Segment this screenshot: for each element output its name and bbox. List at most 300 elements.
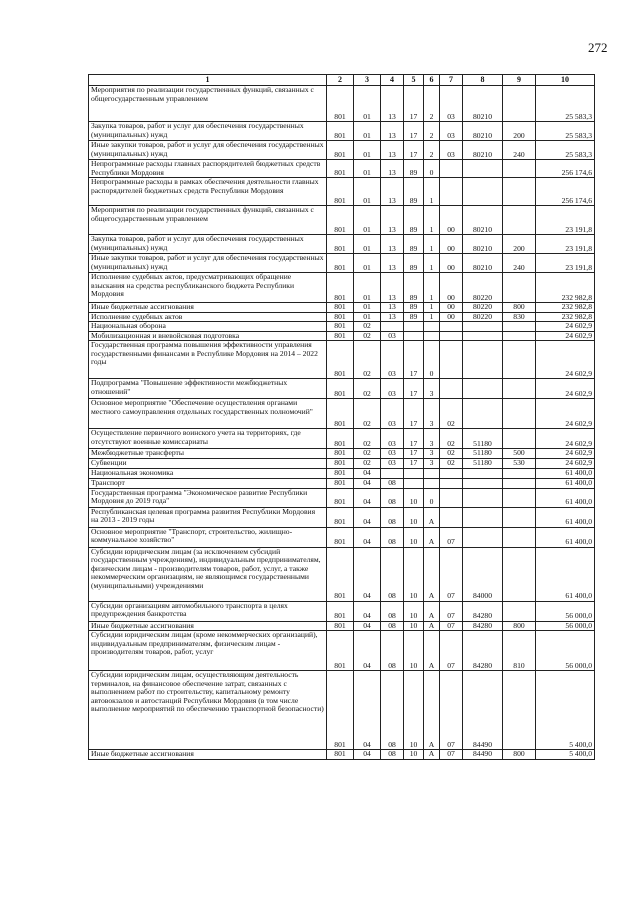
code-gr-cell: 801 [327,303,354,313]
code-gr-cell: 801 [327,399,354,429]
code-vr-cell: 800 [503,303,536,313]
amount-cell: 25 583,3 [536,141,595,160]
code-event-cell: 03 [440,86,463,122]
code-vr-cell: 830 [503,312,536,322]
amount-cell: 256 174,6 [536,160,595,178]
amount-cell: 61 400,0 [536,507,595,527]
code-prog-cell: 10 [404,621,424,631]
code-rz-cell: 04 [354,547,381,601]
code-pr-cell: 08 [381,631,404,671]
code-event-cell [440,468,463,478]
code-pr-cell: 03 [381,429,404,449]
code-gr-cell: 801 [327,322,354,332]
code-pr-cell [381,468,404,478]
table-row [89,631,595,671]
code-rz-cell: 01 [354,273,381,303]
table-row [89,429,595,449]
amount-cell: 61 400,0 [536,478,595,488]
code-prog-cell: 89 [404,312,424,322]
code-gr-cell: 801 [327,86,354,122]
code-direction-cell: 80210 [463,206,503,235]
table-row [89,322,595,332]
code-rz-cell: 01 [354,235,381,254]
code-rz-cell: 02 [354,379,381,399]
code-event-cell: 07 [440,750,463,760]
code-event-cell: 07 [440,631,463,671]
table-header-row [89,75,595,86]
code-gr-cell: 801 [327,331,354,341]
row-name-cell: Непрограммные расходы главных распорядителей бюджетных средств Республики Мордовия [89,160,327,178]
row-name-cell: Основное мероприятие "Обеспечение осуществления органами местного самоуправления отдельных государственных полномочий" [89,399,327,429]
code-direction-cell [463,331,503,341]
code-event-cell: 07 [440,621,463,631]
table-row [89,86,595,122]
amount-cell: 24 602,9 [536,341,595,379]
code-sub-cell: А [424,750,440,760]
code-event-cell: 00 [440,303,463,313]
code-vr-cell [503,468,536,478]
amount-cell: 5 400,0 [536,671,595,750]
code-direction-cell: 84280 [463,621,503,631]
code-gr-cell: 801 [327,631,354,671]
code-prog-cell: 10 [404,750,424,760]
table-row [89,399,595,429]
table-row [89,601,595,621]
code-sub-cell: 1 [424,235,440,254]
code-event-cell: 02 [440,449,463,459]
table-row [89,331,595,341]
code-pr-cell: 13 [381,273,404,303]
code-direction-cell: 51180 [463,429,503,449]
code-rz-cell: 01 [354,312,381,322]
code-prog-cell: 89 [404,303,424,313]
code-rz-cell: 04 [354,478,381,488]
code-vr-cell: 800 [503,621,536,631]
code-vr-cell [503,507,536,527]
code-vr-cell [503,399,536,429]
code-gr-cell: 801 [327,449,354,459]
code-event-cell [440,379,463,399]
table-row [89,621,595,631]
code-direction-cell [463,527,503,547]
amount-cell: 61 400,0 [536,488,595,507]
code-vr-cell [503,527,536,547]
code-sub-cell: 1 [424,303,440,313]
code-event-cell [440,331,463,341]
table-row [89,273,595,303]
code-direction-cell: 84280 [463,631,503,671]
table-row [89,254,595,273]
column-header: 9 [503,75,536,86]
code-pr-cell: 03 [381,331,404,341]
code-sub-cell: 1 [424,178,440,206]
code-prog-cell: 10 [404,527,424,547]
column-header: 3 [354,75,381,86]
code-vr-cell: 800 [503,750,536,760]
code-gr-cell: 801 [327,488,354,507]
code-gr-cell: 801 [327,312,354,322]
code-pr-cell: 03 [381,458,404,468]
code-prog-cell: 17 [404,379,424,399]
code-direction-cell: 51180 [463,458,503,468]
code-event-cell: 07 [440,601,463,621]
code-rz-cell: 02 [354,449,381,459]
code-gr-cell: 801 [327,178,354,206]
code-rz-cell: 04 [354,527,381,547]
code-pr-cell: 03 [381,399,404,429]
code-gr-cell: 801 [327,621,354,631]
code-prog-cell: 17 [404,399,424,429]
code-prog-cell: 10 [404,547,424,601]
table-row [89,488,595,507]
code-sub-cell [424,331,440,341]
code-prog-cell: 17 [404,458,424,468]
code-gr-cell: 801 [327,429,354,449]
code-gr-cell: 801 [327,341,354,379]
code-vr-cell [503,273,536,303]
code-direction-cell: 80220 [463,312,503,322]
code-rz-cell: 04 [354,488,381,507]
table-row [89,507,595,527]
table-row [89,206,595,235]
code-rz-cell: 04 [354,621,381,631]
table-row [89,122,595,141]
code-prog-cell: 10 [404,631,424,671]
amount-cell: 24 602,9 [536,379,595,399]
code-prog-cell [404,322,424,332]
code-rz-cell: 02 [354,322,381,332]
code-vr-cell: 240 [503,141,536,160]
code-rz-cell: 04 [354,750,381,760]
code-sub-cell: 0 [424,341,440,379]
code-rz-cell: 01 [354,141,381,160]
code-direction-cell [463,341,503,379]
code-direction-cell [463,399,503,429]
code-direction-cell: 84490 [463,750,503,760]
code-gr-cell: 801 [327,141,354,160]
code-event-cell: 00 [440,206,463,235]
amount-cell: 232 982,8 [536,303,595,313]
row-name-cell: Субсидии юридическим лицам (за исключением субсидий государственным учреждениям), индивидуальным предпринимателям, физическим лицам - производителям товаров, работ, услуг, а также некоммерческим организациям, не являющимся государственными (муниципальными) учреждениями [89,547,327,601]
code-sub-cell: А [424,631,440,671]
code-event-cell: 07 [440,527,463,547]
code-prog-cell: 89 [404,235,424,254]
code-vr-cell: 500 [503,449,536,459]
code-sub-cell [424,322,440,332]
code-pr-cell: 13 [381,303,404,313]
amount-cell: 24 602,9 [536,458,595,468]
code-vr-cell [503,547,536,601]
column-header: 7 [440,75,463,86]
amount-cell: 232 982,8 [536,273,595,303]
code-vr-cell [503,206,536,235]
table-row [89,468,595,478]
code-sub-cell: 3 [424,379,440,399]
code-vr-cell [503,341,536,379]
code-event-cell: 00 [440,235,463,254]
code-direction-cell [463,178,503,206]
code-gr-cell: 801 [327,273,354,303]
code-prog-cell: 89 [404,273,424,303]
amount-cell: 5 400,0 [536,750,595,760]
code-event-cell: 07 [440,671,463,750]
code-pr-cell: 08 [381,621,404,631]
code-vr-cell [503,488,536,507]
code-event-cell: 00 [440,273,463,303]
code-rz-cell: 02 [354,429,381,449]
code-vr-cell [503,160,536,178]
code-pr-cell: 03 [381,449,404,459]
code-gr-cell: 801 [327,547,354,601]
code-direction-cell [463,507,503,527]
code-pr-cell: 13 [381,141,404,160]
code-rz-cell: 01 [354,303,381,313]
row-name-cell: Государственная программа повышения эффективности управления государственными финансами в Республике Мордовия на 2014 – 2022 годы [89,341,327,379]
code-prog-cell: 17 [404,141,424,160]
code-rz-cell: 04 [354,507,381,527]
table-row [89,458,595,468]
column-header: 5 [404,75,424,86]
code-event-cell [440,322,463,332]
code-direction-cell: 80210 [463,254,503,273]
code-rz-cell: 04 [354,601,381,621]
amount-cell: 61 400,0 [536,468,595,478]
code-gr-cell: 801 [327,527,354,547]
code-sub-cell: 3 [424,449,440,459]
code-sub-cell: А [424,671,440,750]
code-direction-cell: 80210 [463,235,503,254]
row-name-cell: Субсидии юридическим лицам (кроме некоммерческих организаций), индивидуальным предпринимателям, физическим лицам - производителям товаров, работ, услуг [89,631,327,671]
row-name-cell: Республиканская целевая программа развития Республики Мордовия на 2013 - 2019 годы [89,507,327,527]
amount-cell: 25 583,3 [536,122,595,141]
amount-cell: 24 602,9 [536,399,595,429]
table-row [89,478,595,488]
amount-cell: 24 602,9 [536,322,595,332]
code-event-cell: 02 [440,458,463,468]
code-gr-cell: 801 [327,750,354,760]
code-prog-cell [404,331,424,341]
code-vr-cell [503,429,536,449]
row-name-cell: Иные закупки товаров, работ и услуг для обеспечения государственных (муниципальных) нужд [89,254,327,273]
code-gr-cell: 801 [327,379,354,399]
code-pr-cell: 13 [381,254,404,273]
code-rz-cell: 02 [354,341,381,379]
code-pr-cell: 08 [381,478,404,488]
column-header: 4 [381,75,404,86]
budget-table [88,74,595,760]
code-rz-cell: 01 [354,160,381,178]
code-prog-cell: 89 [404,178,424,206]
code-pr-cell: 08 [381,671,404,750]
code-vr-cell [503,86,536,122]
code-gr-cell: 801 [327,122,354,141]
code-vr-cell: 530 [503,458,536,468]
row-name-cell: Транспорт [89,478,327,488]
code-vr-cell [503,322,536,332]
code-prog-cell: 10 [404,601,424,621]
row-name-cell: Иные бюджетные ассигнования [89,621,327,631]
column-header: 2 [327,75,354,86]
row-name-cell: Субсидии юридическим лицам, осуществляющим деятельность терминалов, на финансовое обеспечение затрат, связанных с выполнением работ по строительству, капитальному ремонту автовокзалов и автостанций Республики Мордовия (в том числе выполнение мероприятий по обеспечению транспортной безопасности) [89,671,327,750]
code-vr-cell [503,671,536,750]
code-sub-cell: 3 [424,399,440,429]
table-row [89,341,595,379]
code-direction-cell [463,468,503,478]
code-direction-cell: 80210 [463,141,503,160]
table-row [89,527,595,547]
code-prog-cell: 89 [404,160,424,178]
code-prog-cell: 10 [404,488,424,507]
code-sub-cell: А [424,527,440,547]
code-event-cell: 03 [440,122,463,141]
code-sub-cell: 2 [424,141,440,160]
code-vr-cell [503,478,536,488]
code-gr-cell: 801 [327,601,354,621]
code-event-cell: 03 [440,141,463,160]
code-gr-cell: 801 [327,206,354,235]
code-prog-cell: 10 [404,671,424,750]
code-sub-cell: 1 [424,254,440,273]
code-direction-cell [463,160,503,178]
column-header: 8 [463,75,503,86]
amount-cell: 24 602,9 [536,331,595,341]
code-prog-cell: 89 [404,254,424,273]
code-pr-cell: 08 [381,527,404,547]
code-sub-cell [424,478,440,488]
code-pr-cell: 03 [381,379,404,399]
code-direction-cell: 51180 [463,449,503,459]
code-pr-cell: 08 [381,488,404,507]
table-row [89,671,595,750]
row-name-cell: Закупка товаров, работ и услуг для обеспечения государственных (муниципальных) нужд [89,122,327,141]
amount-cell: 56 000,0 [536,601,595,621]
code-prog-cell: 10 [404,507,424,527]
code-gr-cell: 801 [327,254,354,273]
code-rz-cell: 04 [354,468,381,478]
amount-cell: 25 583,3 [536,86,595,122]
row-name-cell: Иные бюджетные ассигнования [89,750,327,760]
code-event-cell [440,488,463,507]
table-row [89,178,595,206]
row-name-cell: Межбюджетные трансферты [89,449,327,459]
table-row [89,235,595,254]
code-sub-cell: А [424,621,440,631]
code-prog-cell [404,468,424,478]
code-direction-cell: 80220 [463,273,503,303]
row-name-cell: Субсидии организациям автомобильного транспорта в целях предупреждения банкротства [89,601,327,621]
amount-cell: 23 191,8 [536,235,595,254]
row-name-cell: Исполнение судебных актов [89,312,327,322]
code-prog-cell: 17 [404,122,424,141]
code-event-cell: 02 [440,429,463,449]
code-pr-cell: 08 [381,750,404,760]
code-event-cell: 00 [440,254,463,273]
code-sub-cell: 0 [424,160,440,178]
code-vr-cell [503,379,536,399]
code-direction-cell [463,488,503,507]
code-prog-cell [404,478,424,488]
code-prog-cell: 17 [404,341,424,379]
code-rz-cell: 02 [354,458,381,468]
code-direction-cell: 84000 [463,547,503,601]
code-gr-cell: 801 [327,160,354,178]
code-vr-cell: 200 [503,122,536,141]
amount-cell: 232 982,8 [536,312,595,322]
code-pr-cell: 08 [381,547,404,601]
amount-cell: 56 000,0 [536,621,595,631]
code-event-cell: 07 [440,547,463,601]
code-pr-cell [381,322,404,332]
row-name-cell: Мобилизационная и вневойсковая подготовка [89,331,327,341]
row-name-cell: Исполнение судебных актов, предусматривающих обращение взыскания на средства республиканского бюджета Республики Мордовия [89,273,327,303]
code-pr-cell: 03 [381,341,404,379]
amount-cell: 56 000,0 [536,631,595,671]
code-direction-cell [463,379,503,399]
amount-cell: 24 602,9 [536,429,595,449]
code-sub-cell [424,468,440,478]
code-rz-cell: 01 [354,86,381,122]
code-pr-cell: 13 [381,178,404,206]
page-number: 272 [588,40,608,55]
code-gr-cell: 801 [327,478,354,488]
code-prog-cell: 89 [404,206,424,235]
table-row [89,379,595,399]
code-gr-cell: 801 [327,468,354,478]
code-vr-cell [503,331,536,341]
code-pr-cell: 08 [381,507,404,527]
code-event-cell: 00 [440,312,463,322]
code-prog-cell: 17 [404,449,424,459]
row-name-cell: Непрограммные расходы в рамках обеспечения деятельности главных распорядителей бюджетных средств Республики Мордовия [89,178,327,206]
amount-cell: 61 400,0 [536,547,595,601]
code-sub-cell: А [424,547,440,601]
code-rz-cell: 01 [354,178,381,206]
code-direction-cell [463,322,503,332]
table-row [89,750,595,760]
amount-cell: 24 602,9 [536,449,595,459]
row-name-cell: Осуществление первичного воинского учета на территориях, где отсутствуют военные комиссариаты [89,429,327,449]
table-row [89,141,595,160]
code-rz-cell: 01 [354,206,381,235]
code-gr-cell: 801 [327,458,354,468]
code-rz-cell: 01 [354,122,381,141]
code-direction-cell: 84280 [463,601,503,621]
code-event-cell [440,178,463,206]
code-sub-cell: А [424,601,440,621]
code-pr-cell: 08 [381,601,404,621]
code-pr-cell: 13 [381,235,404,254]
code-prog-cell: 17 [404,429,424,449]
code-direction-cell: 84490 [463,671,503,750]
amount-cell: 256 174,6 [536,178,595,206]
code-sub-cell: 1 [424,312,440,322]
row-name-cell: Подпрограмма "Повышение эффективности межбюджетных отношений" [89,379,327,399]
code-rz-cell: 04 [354,671,381,750]
code-direction-cell: 80220 [463,303,503,313]
code-sub-cell: 3 [424,429,440,449]
code-rz-cell: 04 [354,631,381,671]
code-rz-cell: 02 [354,331,381,341]
code-sub-cell: 3 [424,458,440,468]
code-vr-cell [503,601,536,621]
code-event-cell [440,478,463,488]
code-direction-cell [463,478,503,488]
code-prog-cell: 17 [404,86,424,122]
code-gr-cell: 801 [327,671,354,750]
row-name-cell: Мероприятия по реализации государственных функций, связанных с общегосударственным управлением [89,206,327,235]
table-body [89,86,595,760]
table-row [89,303,595,313]
